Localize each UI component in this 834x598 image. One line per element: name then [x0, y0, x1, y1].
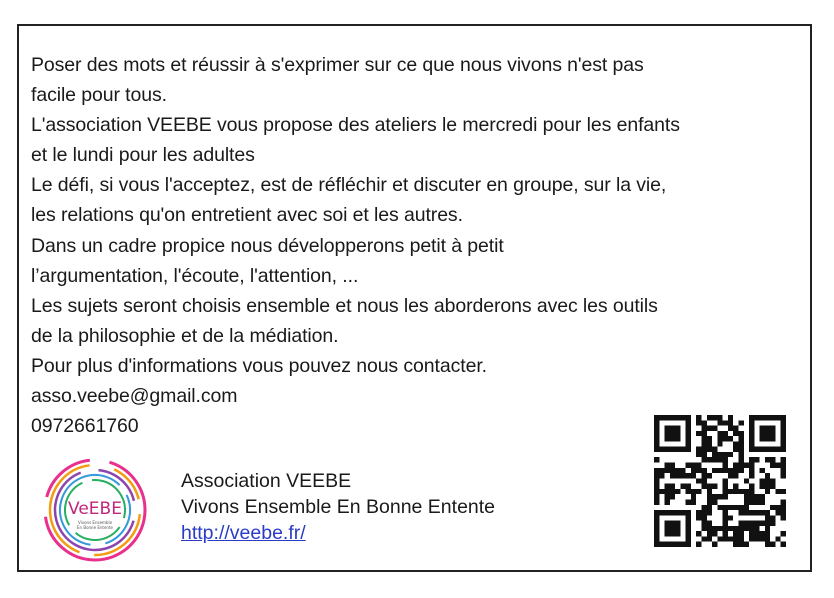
- phone-text: 0972661760: [31, 415, 139, 438]
- body-text: [31, 50, 809, 441]
- text-line: de la philosophie et de la médiation.: [31, 324, 339, 347]
- text-line: facile pour tous.: [31, 84, 167, 107]
- flyer-card: [17, 24, 812, 572]
- association-tagline: Vivons Ensemble En Bonne Entente: [181, 496, 496, 518]
- text-line: Le défi, si vous l'acceptez, est de réfléchir et discuter en groupe, sur la vie,: [31, 174, 667, 197]
- text-line: les relations qu'on entretient avec soi et les autres.: [31, 204, 463, 227]
- veebe-logo: [35, 452, 155, 564]
- email-text: asso.veebe@gmail.com: [31, 385, 238, 408]
- logo-subtitle: Vivons Ensemble: [77, 520, 113, 525]
- text-line: Dans un cadre propice nous développerons petit à petit: [31, 234, 504, 257]
- association-name: Association VEEBE: [181, 470, 352, 492]
- text-line: L'association VEEBE vous propose des ateliers le mercredi pour les enfants: [31, 114, 680, 137]
- qr-code-icon[interactable]: [654, 415, 786, 547]
- logo-subtitle: En Bonne Entente: [77, 525, 113, 530]
- text-line: Les sujets seront choisis ensemble et nous les aborderons avec les outils: [31, 294, 658, 317]
- text-line: et le lundi pour les adultes: [31, 144, 255, 167]
- footer-info: [181, 468, 495, 546]
- text-line: l’argumentation, l'écoute, l'attention, ...: [31, 264, 359, 287]
- text-line: Poser des mots et réussir à s'exprimer sur ce que nous vivons n'est pas: [31, 54, 644, 76]
- logo-wordmark: VeEBE: [68, 499, 122, 519]
- text-line: Pour plus d'informations vous pouvez nous contacter.: [31, 354, 487, 377]
- website-link[interactable]: http://veebe.fr/: [181, 522, 306, 544]
